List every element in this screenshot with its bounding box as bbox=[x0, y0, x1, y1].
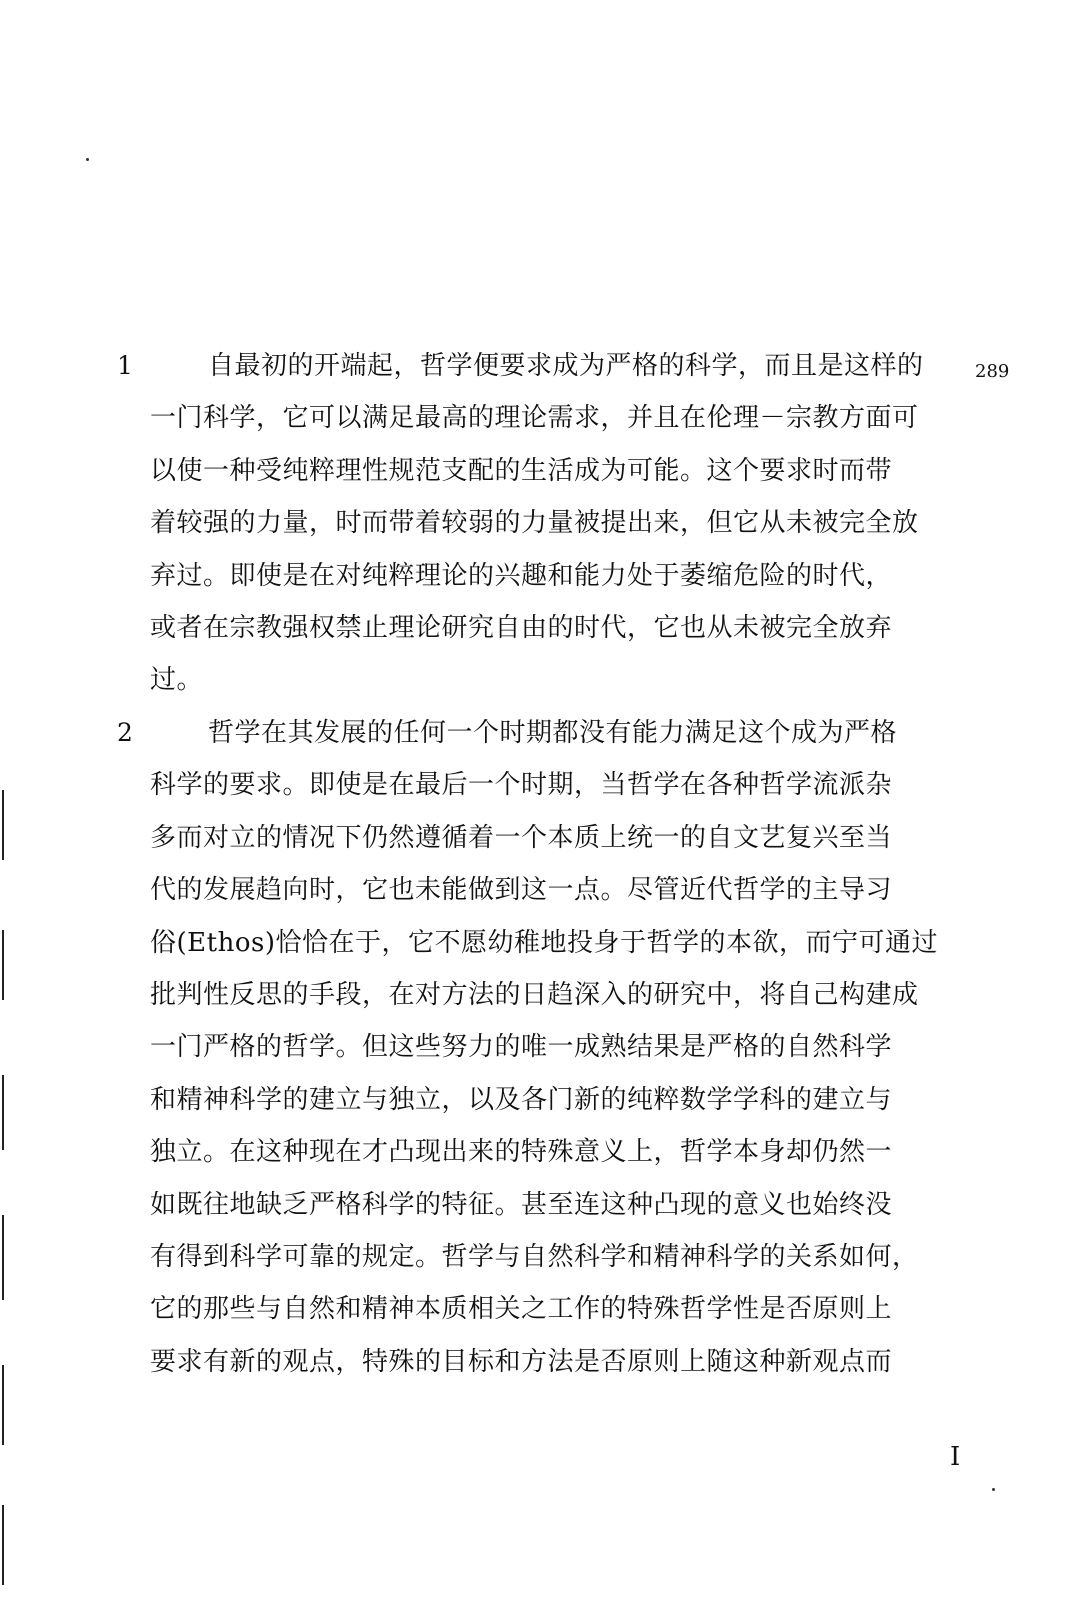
scan-margin-mark bbox=[2, 1365, 4, 1445]
scan-margin-mark bbox=[2, 930, 4, 1000]
text-line: 弃过。即使是在对纯粹理论的兴趣和能力处于萎缩危险的时代， bbox=[150, 560, 893, 591]
text-line: 批判性反思的手段，在对方法的日趋深入的研究中，将自己构建成 bbox=[150, 979, 919, 1010]
paragraph-number: 2 bbox=[117, 718, 133, 747]
text-line: 哲学在其发展的任何一个时期都没有能力满足这个成为严格 bbox=[208, 718, 898, 748]
text-line: 它的那些与自然和精神本质相关之工作的特殊哲学性是否原则上 bbox=[150, 1294, 893, 1325]
footer-mark: I bbox=[950, 1442, 961, 1472]
scan-speck bbox=[992, 1488, 995, 1491]
text-line: 以使一种受纯粹理性规范支配的生活成为可能。这个要求时而带 bbox=[150, 455, 893, 486]
paragraph-1 bbox=[150, 340, 962, 707]
text-line: 着较强的力量，时而带着较弱的力量被提出来，但它从未被完全放 bbox=[150, 508, 919, 539]
margin-page-reference: 289 bbox=[975, 361, 1010, 382]
text-line: 独立。在这种现在才凸现出来的特殊意义上，哲学本身却仍然一 bbox=[150, 1137, 893, 1168]
text-line: 要求有新的观点，特殊的目标和方法是否原则上随这种新观点而 bbox=[150, 1346, 893, 1377]
text-line: 自最初的开端起，哲学便要求成为严格的科学，而且是这样的 bbox=[208, 351, 924, 381]
text-line: 代的发展趋向时，它也未能做到这一点。尽管近代哲学的主导习 bbox=[150, 875, 893, 906]
scan-margin-mark bbox=[2, 1215, 4, 1300]
text-line: 或者在宗教强权禁止理论研究自由的时代，它也从未被完全放弃 bbox=[150, 612, 893, 643]
text-line: 俗(Ethos)恰恰在于，它不愿幼稚地投身于哲学的本欲，而宁可通过 bbox=[150, 927, 938, 958]
paragraph-2 bbox=[150, 707, 962, 1388]
scan-margin-mark bbox=[2, 1505, 4, 1585]
text-line: 和精神科学的建立与独立，以及各门新的纯粹数学学科的建立与 bbox=[150, 1084, 893, 1115]
scan-margin-mark bbox=[2, 790, 4, 860]
text-line: 科学的要求。即使是在最后一个时期，当哲学在各种哲学流派杂 bbox=[150, 770, 893, 801]
text-line: 一门科学，它可以满足最高的理论需求，并且在伦理－宗教方面可 bbox=[150, 403, 919, 434]
text-line: 过。 bbox=[150, 665, 204, 696]
paragraph-number: 1 bbox=[117, 351, 133, 380]
text-line: 有得到科学可靠的规定。哲学与自然科学和精神科学的关系如何， bbox=[150, 1241, 919, 1272]
text-line: 一门严格的哲学。但这些努力的唯一成熟结果是严格的自然科学 bbox=[150, 1032, 893, 1063]
text-line: 如既往地缺乏严格科学的特征。甚至连这种凸现的意义也始终没 bbox=[150, 1189, 893, 1220]
scan-speck bbox=[86, 158, 89, 161]
scan-margin-mark bbox=[2, 1075, 4, 1150]
text-line: 多而对立的情况下仍然遵循着一个本质上统一的自文艺复兴至当 bbox=[150, 822, 893, 853]
